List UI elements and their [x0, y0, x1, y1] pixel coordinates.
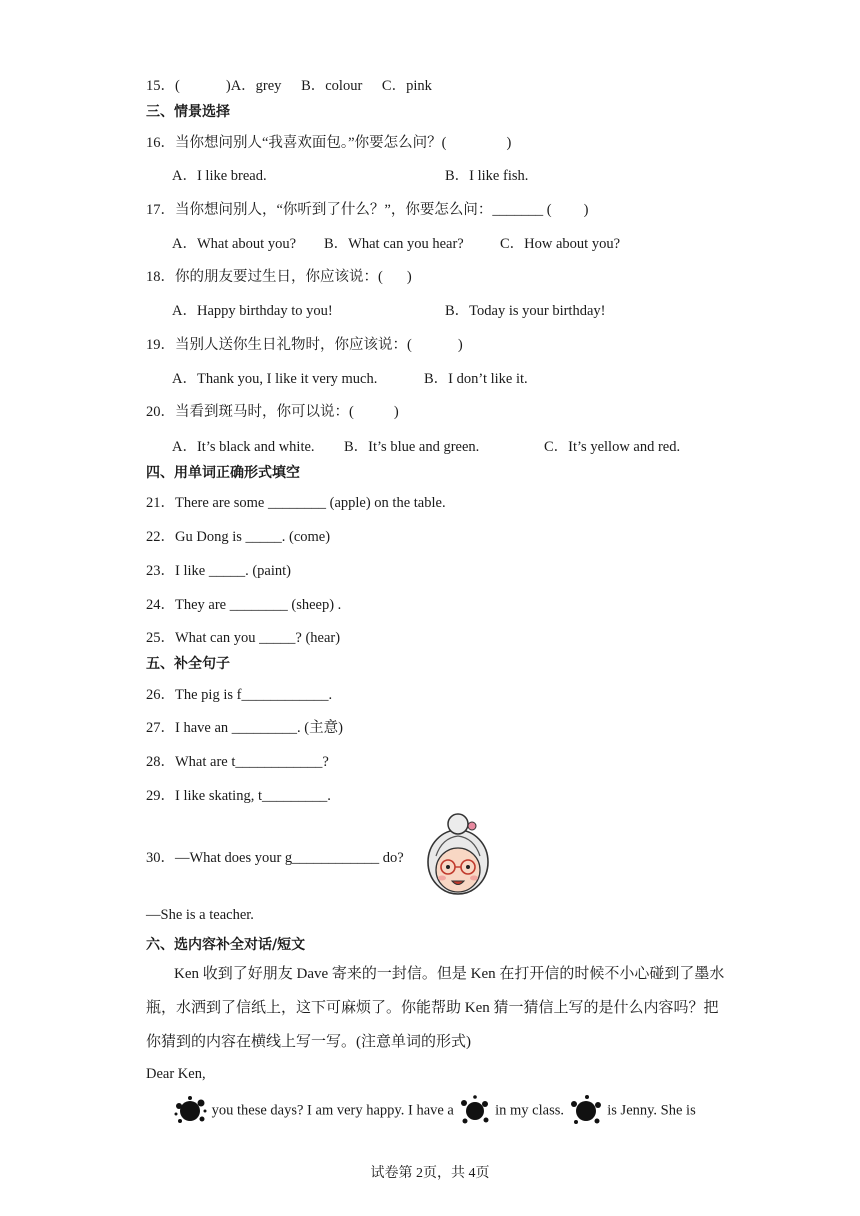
question-17	[146, 198, 588, 219]
ink-blot-icon	[458, 1094, 492, 1128]
q15-option-b: B．colour	[301, 78, 363, 94]
question-19	[146, 333, 463, 354]
q20-option-c: C．It’s yellow and red.	[544, 439, 681, 455]
q16-option-a: A．I like bread.	[172, 168, 267, 184]
q17-option-b: B．What can you hear?	[324, 236, 464, 252]
instructions-paragraph: Ken 收到了好朋友 Dave 寄来的一封信。但是 Ken 在打开信的时候不小心碰到了墨水瓶，水洒到了信纸上，这下可麻烦了。你能帮助 Ken 猜一猜信上写的是什么内容吗？把你猜到的内容在横线上写一写。(注意单词的形式)	[146, 966, 725, 1050]
question-25: 25．What can you _____? (hear)	[146, 630, 341, 646]
letter-text-1: you these days? I am very happy. I have a	[211, 1102, 454, 1119]
q16-text: 16．当你想问别人“我喜欢面包。”你要怎么问？(	[146, 135, 447, 151]
question-30-answer: —She is a teacher.	[146, 907, 254, 923]
q19-option-b: B．I don’t like it.	[424, 371, 528, 387]
section-5-heading: 五、补全句子	[146, 656, 230, 672]
q20-text: 20．当看到斑马时，你可以说：(	[146, 404, 354, 420]
question-18	[146, 265, 412, 286]
question-23: 23．I like _____. (paint)	[146, 563, 291, 579]
ink-blot-icon	[172, 1094, 208, 1128]
q16-option-b: B．I like fish.	[445, 168, 529, 184]
q18-option-a: A．Happy birthday to you!	[172, 303, 333, 319]
question-16	[146, 131, 511, 152]
q17-option-c: C．How about you?	[500, 236, 621, 252]
q18-text: 18．你的朋友要过生日，你应该说：(	[146, 269, 383, 285]
question-21: 21．There are some ________ (apple) on the table.	[146, 495, 446, 511]
q15-option-c: C．pink	[381, 78, 432, 94]
q15-option-a: A．grey	[230, 78, 282, 94]
question-22: 22．Gu Dong is _____. (come)	[146, 529, 331, 545]
paren-close: )	[583, 202, 589, 218]
q18-option-b: B．Today is your birthday!	[445, 303, 606, 319]
q15-number: 15．(	[146, 78, 180, 94]
paren-close: )	[506, 135, 512, 151]
q19-option-a: A．Thank you, I like it very much.	[172, 371, 378, 387]
paren-close: )	[393, 404, 399, 420]
question-26: 26．The pig is f____________.	[146, 687, 333, 703]
grandma-illustration	[422, 810, 494, 900]
question-20	[146, 400, 399, 421]
question-15	[146, 74, 432, 95]
ink-blot-icon	[568, 1094, 604, 1128]
section-3-heading: 三、情景选择	[146, 104, 230, 120]
letter-line-1	[172, 1094, 696, 1128]
paren-close: )	[406, 269, 412, 285]
letter-greeting: Dear Ken,	[146, 1066, 206, 1082]
question-30: 30．—What does your g____________ do?	[146, 850, 404, 866]
section-6-heading: 六、选内容补全对话/短文	[146, 937, 306, 953]
q17-option-a: A．What about you?	[172, 236, 297, 252]
question-29: 29．I like skating, t_________.	[146, 788, 331, 804]
letter-text-3: is Jenny. She is	[607, 1102, 696, 1119]
paren-close: )	[225, 78, 231, 94]
question-27: 27．I have an _________. (主意)	[146, 720, 343, 736]
question-24: 24．They are ________ (sheep) .	[146, 597, 342, 613]
paren-close: )	[457, 337, 463, 353]
section-4-heading: 四、用单词正确形式填空	[146, 465, 300, 481]
page-footer: 试卷第 2页，共 4页	[370, 1166, 490, 1181]
letter-text-2: in my class.	[495, 1102, 564, 1119]
q20-option-a: A．It’s black and white.	[172, 439, 315, 455]
q19-text: 19．当别人送你生日礼物时，你应该说：(	[146, 337, 412, 353]
q20-option-b: B．It’s blue and green.	[344, 439, 480, 455]
q17-text: 17．当你想问别人，“你听到了什么？”，你要怎么问：_______ (	[146, 202, 552, 218]
question-28: 28．What are t____________?	[146, 754, 329, 770]
